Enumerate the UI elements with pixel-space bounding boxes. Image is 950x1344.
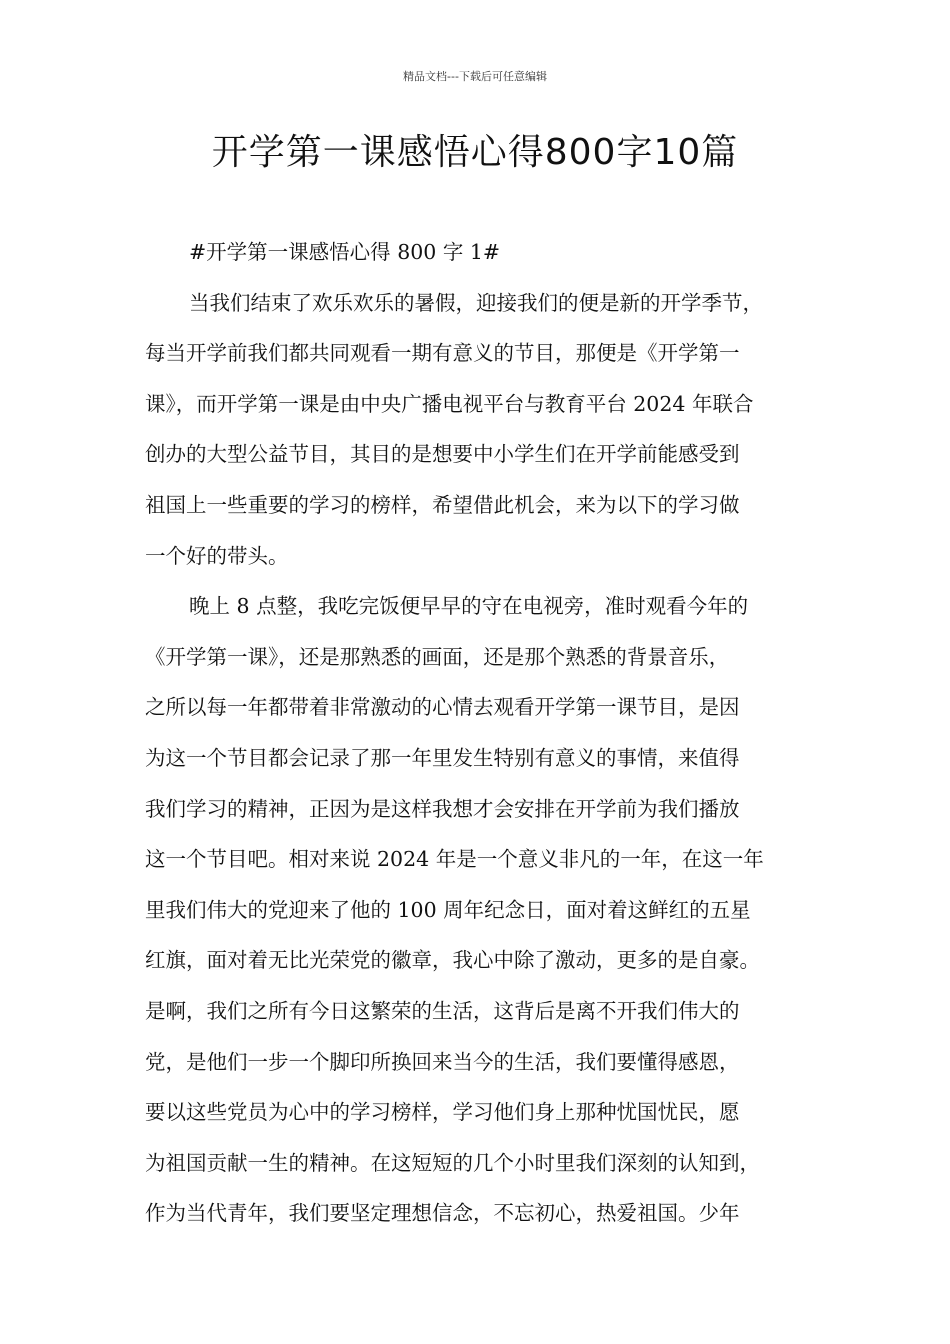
paragraph-line: 每当开学前我们都共同观看一期有意义的节目，那便是《开学第一 xyxy=(145,341,740,366)
paragraph-line: 祖国上一些重要的学习的榜样，希望借此机会，来为以下的学习做 xyxy=(145,492,740,517)
document-title: 开学第一课感悟心得800字10篇 xyxy=(211,132,739,173)
paragraph-line: 为这一个节目都会记录了那一年里发生特别有意义的事情，来值得 xyxy=(145,745,740,770)
paragraph-line: 我们学习的精神，正因为是这样我想才会安排在开学前为我们播放 xyxy=(145,796,740,821)
paragraph-line: 为祖国贡献一生的精神。在这短短的几个小时里我们深刻的认知到， xyxy=(145,1150,760,1175)
paragraph-line: 党，是他们一步一个脚印所换回来当今的生活，我们要懂得感恩， xyxy=(145,1049,740,1074)
paragraph-line: 作为当代青年，我们要坚定理想信念，不忘初心，热爱祖国。少年 xyxy=(145,1201,740,1226)
paragraph-line: 晚上 8 点整，我吃完饭便早早的守在电视旁，准时观看今年的 xyxy=(189,594,749,619)
paragraph-line: 是啊，我们之所有今日这繁荣的生活，这背后是离不开我们伟大的 xyxy=(145,998,740,1023)
paragraph-line: 要以这些党员为心中的学习榜样，学习他们身上那种忧国忧民，愿 xyxy=(145,1100,740,1125)
paragraph-line: 一个好的带头。 xyxy=(145,543,289,568)
paragraph-line: 课》，而开学第一课是由中央广播电视平台与教育平台 2024 年联合 xyxy=(145,391,754,416)
section-heading: #开学第一课感悟心得 800 字 1# xyxy=(189,240,501,264)
paragraph-line: 创办的大型公益节目，其目的是想要中小学生们在开学前能感受到 xyxy=(145,442,740,467)
paragraph-line: 这一个节目吧。相对来说 2024 年是一个意义非凡的一年，在这一年 xyxy=(145,847,764,872)
header-note: 精品文档---下载后可任意编辑 xyxy=(403,70,547,83)
document-body xyxy=(145,234,825,1246)
paragraph-line: 《开学第一课》，还是那熟悉的画面，还是那个熟悉的背景音乐， xyxy=(145,644,730,669)
paragraph-line: 里我们伟大的党迎来了他的 100 周年纪念日，面对着这鲜红的五星 xyxy=(145,897,751,922)
paragraph-line: 当我们结束了欢乐欢乐的暑假，迎接我们的便是新的开学季节， xyxy=(189,290,763,315)
paragraph-line: 之所以每一年都带着非常激动的心情去观看开学第一课节目，是因 xyxy=(145,695,740,720)
paragraph-line: 红旗，面对着无比光荣党的徽章，我心中除了激动，更多的是自豪。 xyxy=(145,948,760,973)
